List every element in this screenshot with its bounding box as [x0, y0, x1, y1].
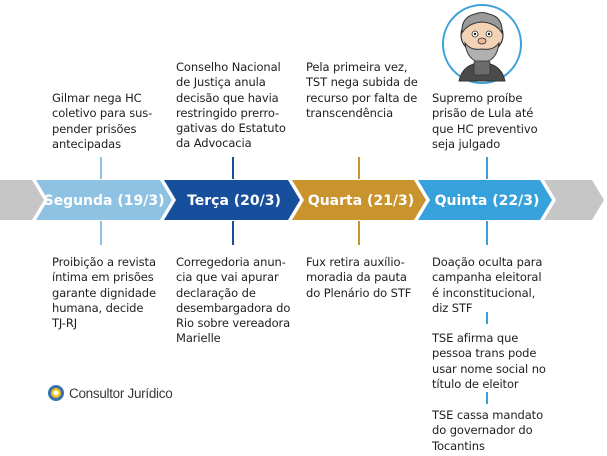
- connector-bottom-thursday-3: [486, 392, 488, 404]
- connector-bottom-tuesday: [232, 221, 234, 245]
- note-bottom-wednesday: Fux retira auxílio- moradia da pauta do Plenário do STF: [306, 255, 412, 300]
- timeline-end-segment: [544, 180, 604, 220]
- connector-top-wednesday: [358, 157, 360, 179]
- timeline-start-segment: [0, 180, 44, 220]
- day-label-wednesday: Quarta (21/3): [307, 193, 415, 209]
- connector-bottom-wednesday: [358, 221, 360, 245]
- note-bottom-thursday-3: TSE cassa mandato do governador do Tocantins: [432, 408, 544, 453]
- conjur-logo: [47, 384, 172, 402]
- note-bottom-monday: Proibição a revista íntima em prisões garante dignidade humana, decide TJ-RJ: [52, 255, 156, 331]
- connector-bottom-thursday-1: [486, 221, 488, 245]
- conjur-logo-icon: [47, 384, 65, 402]
- note-bottom-thursday-1: Doação oculta para campanha eleitoral é inconstitucional, diz STF: [432, 255, 543, 315]
- timeline-bar: [0, 180, 607, 220]
- note-bottom-thursday-2: TSE afirma que pessoa trans pode usar nome social no título de eleitor: [432, 331, 546, 391]
- note-top-wednesday: Pela primeira vez, TST nega subida de recurso por falta de transcendência: [306, 60, 418, 120]
- note-top-thursday: Supremo proíbe prisão de Lula até que HC preventivo seja julgado: [432, 91, 538, 151]
- note-top-tuesday: Conselho Nacional de Justiça anula decisão que havia restringido prerro- gativas do Estatuto da Advocacia: [176, 60, 286, 151]
- note-bottom-tuesday: Corregedoria anun- cia que vai apurar declaração de desembargadora do Rio sobre vereadora Marielle: [176, 255, 291, 346]
- day-label-monday: Segunda (19/3): [43, 193, 165, 209]
- connector-top-thursday: [486, 157, 488, 179]
- note-top-monday: Gilmar nega HC coletivo para sus- pender prisões antecipadas: [52, 91, 153, 151]
- lula-caricature-icon: [441, 3, 523, 85]
- day-label-thursday: Quinta (22/3): [434, 193, 540, 209]
- logo-text: Consultor Jurídico: [69, 385, 173, 401]
- day-label-tuesday: Terça (20/3): [187, 193, 281, 209]
- connector-top-tuesday: [232, 157, 234, 179]
- connector-bottom-monday: [100, 221, 102, 245]
- connector-top-monday: [100, 157, 102, 179]
